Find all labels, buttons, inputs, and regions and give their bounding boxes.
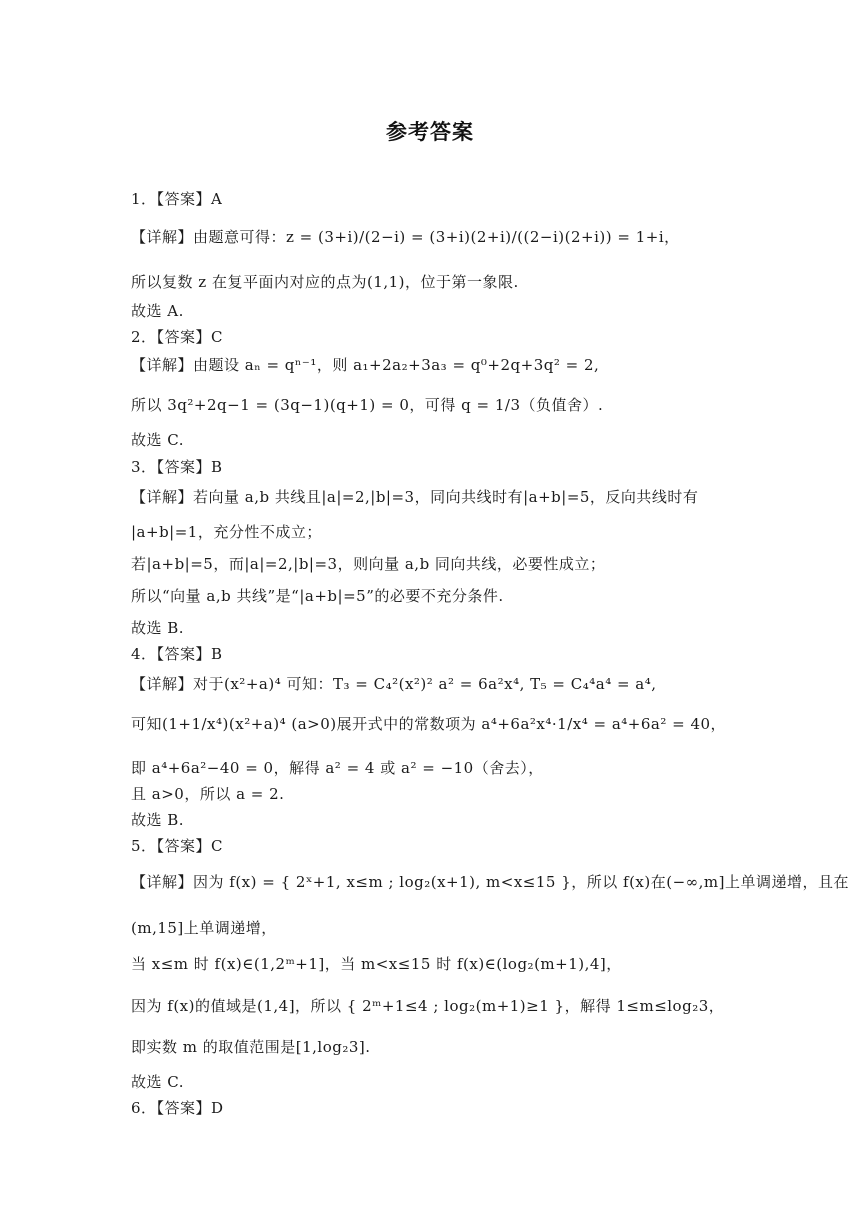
- answer-line: 6．【答案】D: [131, 1099, 224, 1117]
- answer-line: (m,15]上单调递增，: [131, 919, 277, 937]
- answer-line: 故选 B.: [131, 619, 185, 637]
- answer-line: 当 x≤m 时 f(x)∈(1,2ᵐ+1]，当 m<x≤15 时 f(x)∈(log₂(m+1),4]，: [131, 955, 622, 973]
- answer-line: 4．【答案】B: [131, 645, 223, 663]
- answer-line: 即实数 m 的取值范围是[1,log₂3].: [131, 1038, 371, 1056]
- answer-line: 故选 A.: [131, 302, 184, 320]
- answer-line: 5．【答案】C: [131, 837, 224, 855]
- answer-line: 【详解】对于(x²+a)⁴ 可知：T₃ = C₄²(x²)² a² = 6a²x⁴, T₅ = C₄⁴a⁴ = a⁴,: [131, 675, 657, 693]
- answer-line: 2．【答案】C: [131, 328, 224, 346]
- answer-line: 所以复数 z 在复平面内对应的点为(1,1)，位于第一象限.: [131, 273, 519, 291]
- answer-line: 1．【答案】A: [131, 190, 223, 208]
- answer-line: 可知(1+1/x⁴)(x²+a)⁴ (a>0)展开式中的常数项为 a⁴+6a²x⁴·1/x⁴ = a⁴+6a² = 40，: [131, 715, 727, 733]
- answer-line: 故选 C.: [131, 431, 184, 449]
- answer-line: 【详解】因为 f(x) = { 2ˣ+1, x≤m ; log₂(x+1), m<x≤15 }，所以 f(x)在(−∞,m]上单调递增，且在: [131, 873, 850, 891]
- answer-line: 所以 3q²+2q−1 = (3q−1)(q+1) = 0，可得 q = 1/3（负值舍）.: [131, 396, 604, 414]
- answer-line: 即 a⁴+6a²−40 = 0，解得 a² = 4 或 a² = −10（舍去），: [131, 759, 544, 777]
- answer-line: 所以“向量 a,b 共线”是“|a+b|=5”的必要不充分条件.: [131, 587, 504, 605]
- answer-line: 【详解】由题意可得：z = (3+i)/(2−i) = (3+i)(2+i)/((2−i)(2+i)) = 1+i，: [131, 228, 680, 246]
- answer-line: 若|a+b|=5，而|a|=2,|b|=3，则向量 a,b 同向共线，必要性成立；: [131, 555, 606, 573]
- answer-line: 故选 C.: [131, 1073, 184, 1091]
- answer-line: 【详解】由题设 aₙ = qⁿ⁻¹，则 a₁+2a₂+3a₃ = q⁰+2q+3q² = 2,: [131, 356, 600, 374]
- answer-line: 3．【答案】B: [131, 458, 223, 476]
- answer-line: 故选 B.: [131, 811, 185, 829]
- page-title: 参考答案: [386, 120, 474, 144]
- answer-line: |a+b|=1，充分性不成立；: [131, 523, 322, 541]
- answer-line: 且 a>0，所以 a = 2.: [131, 785, 285, 803]
- answer-line: 【详解】若向量 a,b 共线且|a|=2,|b|=3，同向共线时有|a+b|=5，反向共线时有: [131, 488, 699, 506]
- answer-line: 因为 f(x)的值域是(1,4]，所以 { 2ᵐ+1≤4 ; log₂(m+1)≥1 }，解得 1≤m≤log₂3，: [131, 997, 725, 1015]
